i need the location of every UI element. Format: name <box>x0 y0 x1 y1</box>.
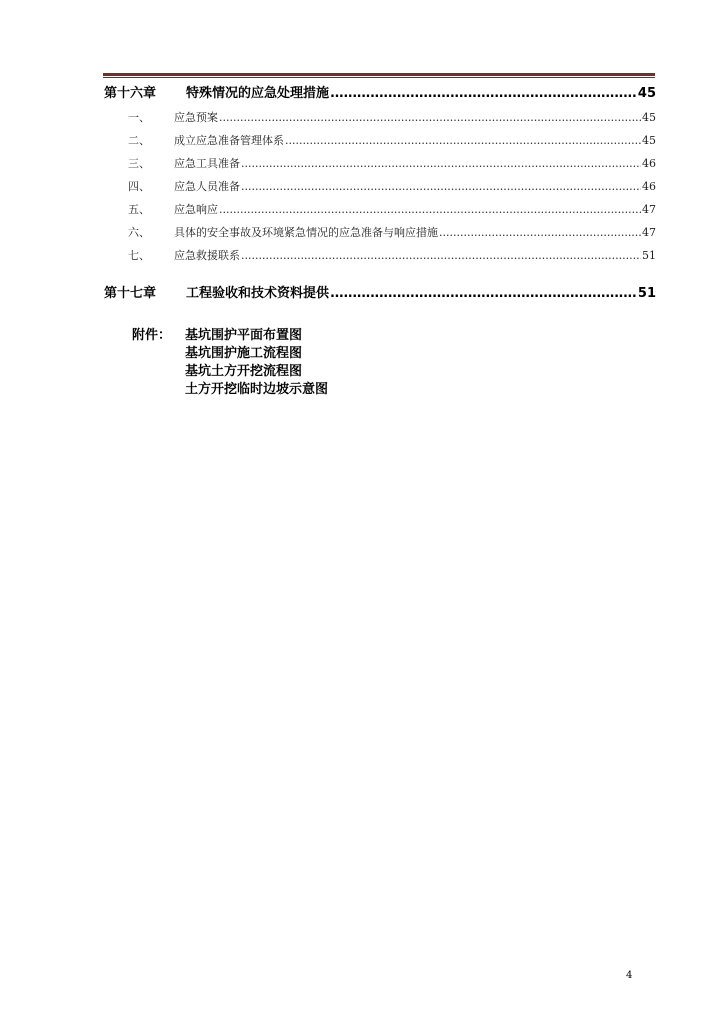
item-number: 四、 <box>128 180 150 193</box>
attachments-label: 附件： <box>132 328 172 343</box>
leader-dots <box>330 86 637 101</box>
toc-item-2[interactable] <box>104 132 656 148</box>
toc-chapter-17[interactable] <box>104 282 656 300</box>
toc-item-1[interactable] <box>104 109 656 125</box>
leader-dots <box>439 226 641 239</box>
toc-item-5[interactable] <box>104 201 656 217</box>
item-title: 具体的安全事故及环境紧急情况的应急准备与响应措施 <box>174 226 438 239</box>
item-title: 应急救援联系 <box>174 249 240 262</box>
chapter-page-number: 51 <box>637 286 656 301</box>
toc-item-3[interactable] <box>104 155 656 171</box>
toc-item-6[interactable] <box>104 224 656 240</box>
item-page-number: 51 <box>642 249 656 262</box>
attachment-item: 基坑围护平面布置图 <box>185 328 303 343</box>
footer-page-number: 4 <box>626 970 633 981</box>
leader-dots <box>285 134 641 147</box>
leader-dots <box>241 180 641 193</box>
toc-chapter-16[interactable] <box>104 82 656 100</box>
item-page-number: 45 <box>642 111 656 124</box>
attachment-item: 基坑围护施工流程图 <box>185 346 303 361</box>
item-page-number: 46 <box>642 157 656 170</box>
item-page-number: 47 <box>642 226 656 239</box>
chapter-page-number: 45 <box>637 86 656 101</box>
item-page-number: 46 <box>642 180 656 193</box>
item-title: 应急工具准备 <box>174 157 240 170</box>
leader-dots <box>219 203 641 216</box>
item-number: 七、 <box>128 249 150 262</box>
item-number: 一、 <box>128 111 150 124</box>
chapter-number: 第十六章 <box>104 86 157 101</box>
item-number: 三、 <box>128 157 150 170</box>
leader-dots <box>241 249 641 262</box>
toc-item-4[interactable] <box>104 178 656 194</box>
chapter-title: 工程验收和技术资料提供 <box>186 286 330 301</box>
toc-item-7[interactable] <box>104 247 656 263</box>
item-number: 二、 <box>128 134 150 147</box>
leader-dots <box>241 157 641 170</box>
item-title: 应急人员准备 <box>174 180 240 193</box>
item-page-number: 45 <box>642 134 656 147</box>
attachment-item: 基坑土方开挖流程图 <box>185 364 303 379</box>
chapter-number: 第十七章 <box>104 286 157 301</box>
attachment-item: 土方开挖临时边坡示意图 <box>185 382 329 397</box>
item-title: 成立应急准备管理体系 <box>174 134 284 147</box>
header-rule-thick <box>103 73 655 76</box>
item-number: 六、 <box>128 226 150 239</box>
leader-dots <box>330 286 637 301</box>
item-title: 应急响应 <box>174 203 218 216</box>
header-rule-thin <box>103 77 655 78</box>
item-number: 五、 <box>128 203 150 216</box>
leader-dots <box>219 111 641 124</box>
chapter-title: 特殊情况的应急处理措施 <box>186 86 330 101</box>
item-page-number: 47 <box>642 203 656 216</box>
attachments-list <box>185 327 328 399</box>
item-title: 应急预案 <box>174 111 218 124</box>
